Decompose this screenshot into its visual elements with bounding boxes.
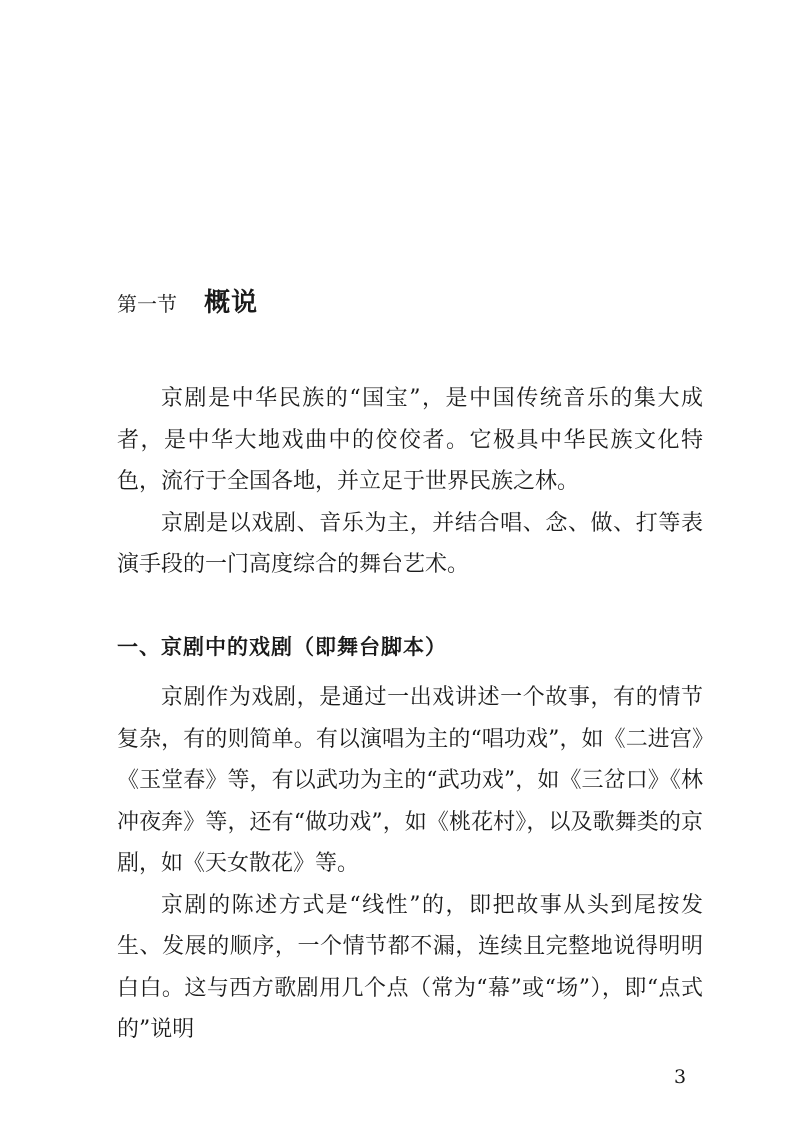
section-title: 概说 [204,288,259,318]
intro-text [117,378,703,586]
subsection-text [117,677,703,1051]
section-heading [117,282,258,319]
page-number: 3 [674,1066,687,1088]
paragraph: 京剧是以戏剧、音乐为主，并结合唱、念、做、打等表演手段的一门高度综合的舞台艺术。 [117,510,703,577]
paragraph: 京剧是中华民族的“国宝”，是中国传统音乐的集大成者，是中华大地戏曲中的佼佼者。它极具中华民族文化特色，流行于全国各地，并立足于世界民族之林。 [117,386,703,494]
subsection-heading: 一、京剧中的戏剧（即舞台脚本） [117,634,447,659]
paragraph: 京剧的陈述方式是“线性”的，即把故事从头到尾按发生、发展的顺序，一个情节都不漏，连续且完整地说得明明白白。这与西方歌剧用几个点（常为“幕”或“场”），即“点式的”说明 [117,892,703,1042]
section-number: 第一节 [117,292,177,316]
paragraph: 京剧作为戏剧，是通过一出戏讲述一个故事，有的情节复杂，有的则简单。有以演唱为主的“唱功戏”，如《二进宫》《玉堂春》等，有以武功为主的“武功戏”，如《三岔口》《林冲夜奔》等，还有“做功戏”，如《桃花村》，以及歌舞类的京剧，如《天女散花》等。 [117,685,703,876]
